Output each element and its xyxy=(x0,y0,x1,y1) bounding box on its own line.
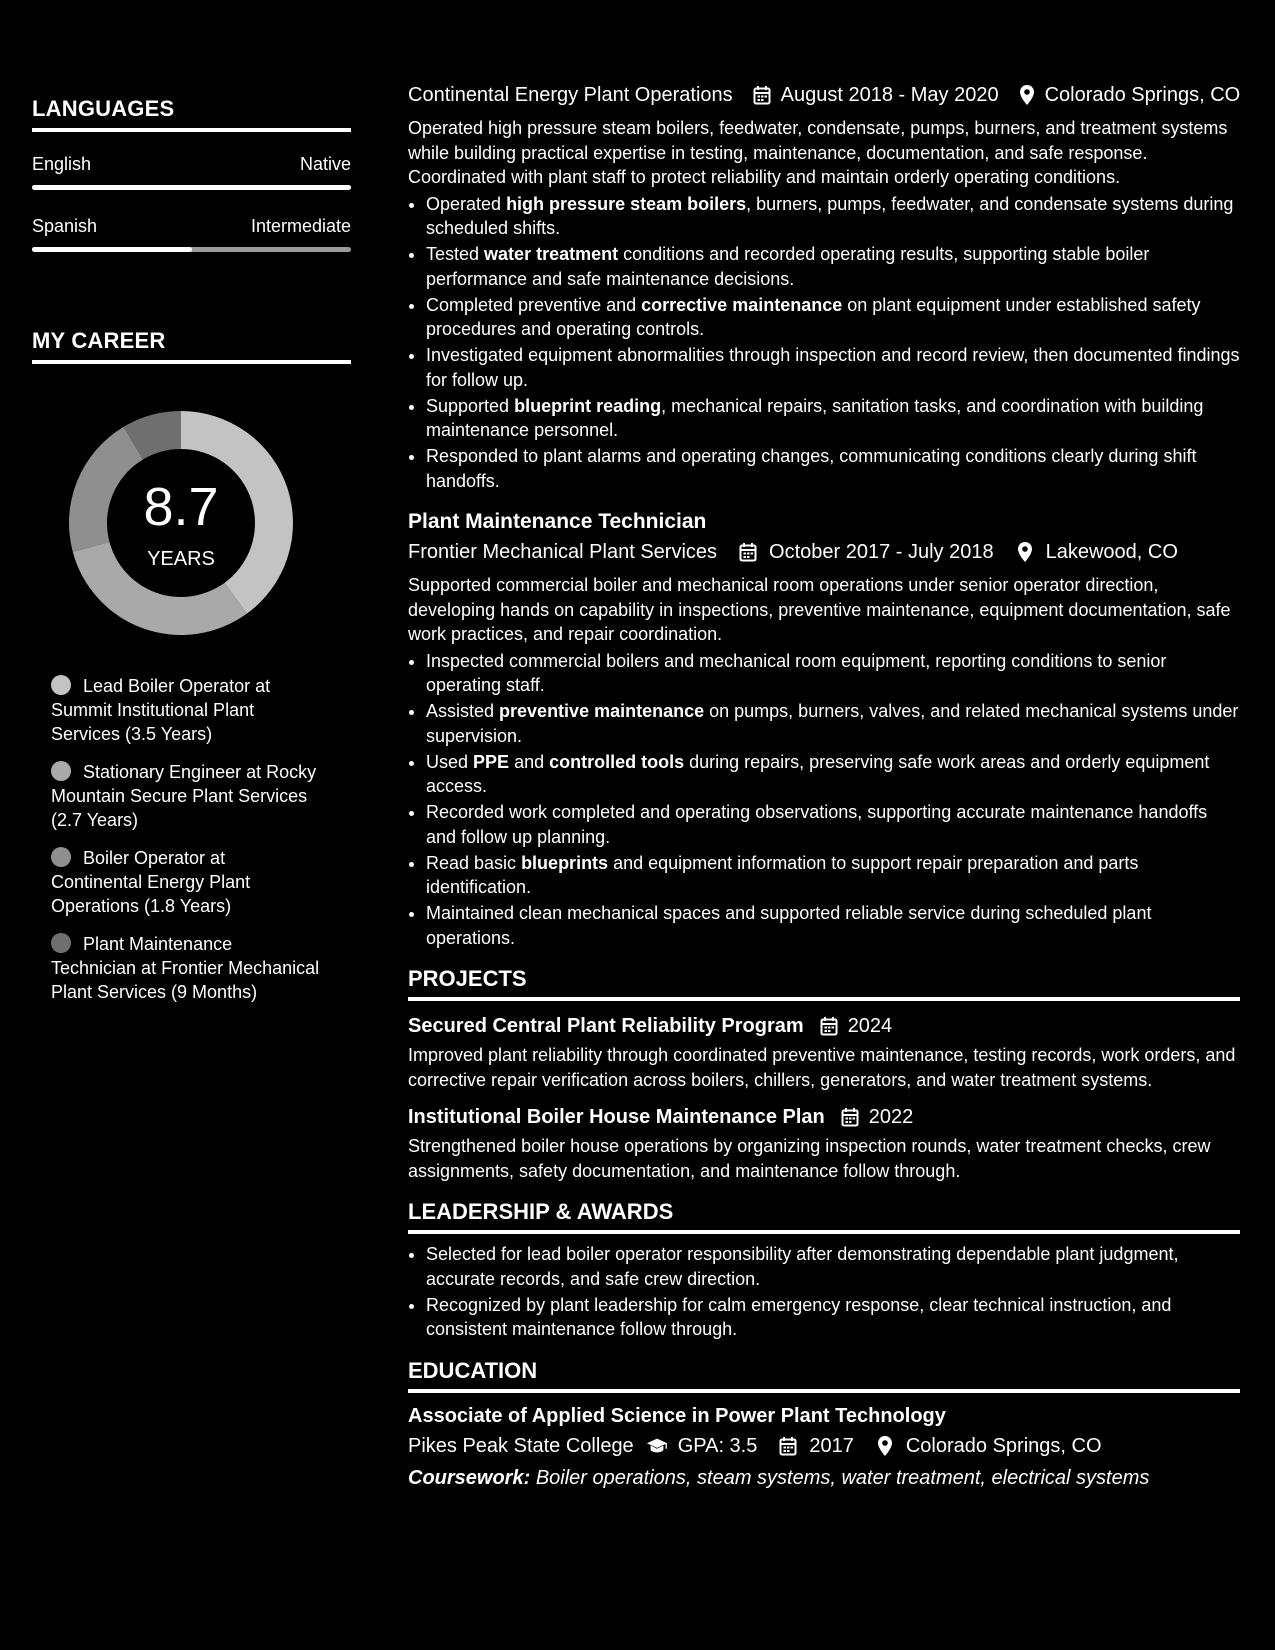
legend-dot-icon xyxy=(51,933,71,953)
sidebar xyxy=(0,0,380,1650)
location-pin-icon xyxy=(874,1435,896,1457)
projects-heading: PROJECTS xyxy=(408,966,1240,1001)
project-description: Improved plant reliability through coordinated preventive maintenance, testing records, work orders, and corrective repair verification across boilers, chillers, generators, and water treatment systems. xyxy=(408,1045,1236,1090)
awards-section xyxy=(408,1199,1240,1342)
awards-list xyxy=(408,1242,1240,1342)
career-legend-item xyxy=(51,674,321,746)
calendar-icon xyxy=(737,541,759,563)
experience-entry xyxy=(408,80,1240,493)
education-heading: EDUCATION xyxy=(408,1358,1240,1393)
calendar-icon xyxy=(818,1015,840,1037)
job-meta xyxy=(408,537,1240,567)
job-bullet: • Responded to plant alarms and operating changes, communicating conditions clearly during shift handoffs. xyxy=(426,444,1240,493)
main-column xyxy=(408,80,1240,1493)
career-total-unit: YEARS xyxy=(147,548,215,570)
award-item: • Selected for lead boiler operator responsibility after demonstrating dependable plant judgment, accurate records, and safe crew direction. xyxy=(426,1242,1240,1291)
job-location: Colorado Springs, CO xyxy=(1044,84,1241,106)
job-bullet: • Maintained clean mechanical spaces and supported reliable service during scheduled plant operations. xyxy=(426,901,1240,950)
coursework-text: Boiler operations, steam systems, water treatment, electrical systems xyxy=(535,1466,1150,1489)
job-bullet: • Investigated equipment abnormalities through inspection and record review, then documented findings for follow up. xyxy=(426,343,1240,392)
legend-dot-icon xyxy=(51,761,71,781)
calendar-icon xyxy=(753,84,771,106)
awards-heading: LEADERSHIP & AWARDS xyxy=(408,1199,1240,1234)
career-legend-item xyxy=(51,846,321,918)
project-title: Secured Central Plant Reliability Program xyxy=(408,1015,804,1037)
education-section xyxy=(408,1358,1240,1493)
education-degree: Associate of Applied Science in Power Plant Technology xyxy=(408,1404,946,1427)
career-legend xyxy=(32,674,321,1004)
job-location: Lakewood, CO xyxy=(1045,541,1178,563)
language-name: Spanish xyxy=(32,216,98,236)
career-legend-label: Plant Maintenance Technician at Frontier Mechanical Plant Services (9 Months) xyxy=(51,934,320,1002)
experience-entry xyxy=(408,507,1240,950)
job-bullet: • Assisted preventive maintenance on pumps, burners, valves, and related mechanical systems under supervision. xyxy=(426,699,1240,748)
job-bullet: • Recorded work completed and operating observations, supporting accurate maintenance handoffs and follow up planning. xyxy=(426,800,1240,849)
career-legend-label: Boiler Operator at Continental Energy Plant Operations (1.8 Years) xyxy=(51,848,251,916)
job-bullets xyxy=(408,192,1240,494)
language-proficiency-fill xyxy=(32,185,351,190)
language-proficiency-bar xyxy=(32,185,351,190)
language-item xyxy=(32,154,351,190)
job-bullet: • Used PPE and controlled tools during repairs, preserving safe work areas and orderly equipment access. xyxy=(426,750,1240,799)
language-level: Native xyxy=(299,154,351,174)
projects-section xyxy=(408,966,1240,1183)
education-meta xyxy=(408,1431,1240,1461)
education-location: Colorado Springs, CO xyxy=(905,1434,1102,1457)
graduation-cap-icon xyxy=(646,1435,668,1457)
project-item xyxy=(408,1011,1240,1092)
job-bullet: • Tested water treatment conditions and recorded operating results, supporting stable boiler performance and safe maintenance decisions. xyxy=(426,242,1240,291)
language-proficiency-bar xyxy=(32,247,351,252)
project-description: Strengthened boiler house operations by organizing inspection rounds, water treatment checks, crew assignments, safety documentation, and maintenance follow through. xyxy=(408,1136,1211,1181)
calendar-icon xyxy=(777,1435,799,1457)
project-year: 2024 xyxy=(847,1015,893,1037)
languages-heading: LANGUAGES xyxy=(32,96,351,132)
job-bullet: • Operated high pressure steam boilers, burners, pumps, feedwater, and condensate systems during scheduled shifts. xyxy=(426,192,1240,241)
location-pin-icon xyxy=(1014,541,1036,563)
language-item xyxy=(32,216,351,252)
language-name: English xyxy=(32,154,92,174)
job-bullet: • Read basic blueprints and equipment information to support repair preparation and parts identification. xyxy=(426,851,1240,900)
location-pin-icon xyxy=(1019,84,1035,106)
sidebar-content xyxy=(32,96,351,1018)
education-gpa: GPA: 3.5 xyxy=(677,1434,758,1457)
legend-dot-icon xyxy=(51,675,71,695)
career-legend-item xyxy=(51,760,321,832)
job-bullet: • Inspected commercial boilers and mechanical room equipment, reporting conditions to senior operating staff. xyxy=(426,649,1240,698)
project-year: 2022 xyxy=(868,1106,914,1128)
career-legend-label: Stationary Engineer at Rocky Mountain Secure Plant Services (2.7 Years) xyxy=(51,762,317,830)
career-heading: MY CAREER xyxy=(32,328,351,364)
education-school: Pikes Peak State College xyxy=(408,1434,634,1457)
language-level: Intermediate xyxy=(250,216,351,236)
career-donut-chart xyxy=(66,408,296,638)
language-proficiency-fill xyxy=(32,247,192,252)
coursework-label: Coursework: xyxy=(408,1466,531,1489)
job-dates: August 2018 - May 2020 xyxy=(780,84,999,106)
job-title: Plant Maintenance Technician xyxy=(408,510,707,533)
calendar-icon xyxy=(839,1106,861,1128)
legend-dot-icon xyxy=(51,847,71,867)
project-title: Institutional Boiler House Maintenance Plan xyxy=(408,1106,825,1128)
job-description: Operated high pressure steam boilers, feedwater, condensate, pumps, burners, and treatment systems while building practical expertise in testing, maintenance, documentation, and safe response. Coordinated with plant staff to protect reliability and maintain orderly operating conditions. xyxy=(408,118,1228,187)
job-company: Frontier Mechanical Plant Services xyxy=(408,541,718,563)
job-description: Supported commercial boiler and mechanical room operations under senior operator direction, developing hands on capability in inspections, preventive maintenance, equipment documentation, safe work practices, and repair coordination. xyxy=(408,575,1231,644)
career-legend-item xyxy=(51,932,321,1004)
job-bullet: • Supported blueprint reading, mechanical repairs, sanitation tasks, and coordination with building maintenance personnel. xyxy=(426,394,1240,443)
career-legend-label: Lead Boiler Operator at Summit Institutional Plant Services (3.5 Years) xyxy=(51,676,271,744)
job-bullet: • Completed preventive and corrective maintenance on plant equipment under established safety procedures and operating controls. xyxy=(426,293,1240,342)
career-total-value: 8.7 xyxy=(143,477,219,537)
career-section xyxy=(32,328,351,1004)
education-coursework xyxy=(408,1463,1240,1493)
job-company: Continental Energy Plant Operations xyxy=(408,84,733,106)
job-dates: October 2017 - July 2018 xyxy=(769,541,994,563)
award-item: • Recognized by plant leadership for calm emergency response, clear technical instruction, and consistent maintenance follow through. xyxy=(426,1293,1240,1342)
job-bullets xyxy=(408,649,1240,951)
languages-section xyxy=(32,96,351,252)
education-year: 2017 xyxy=(809,1434,854,1457)
job-meta xyxy=(408,80,1240,110)
project-item xyxy=(408,1102,1240,1183)
